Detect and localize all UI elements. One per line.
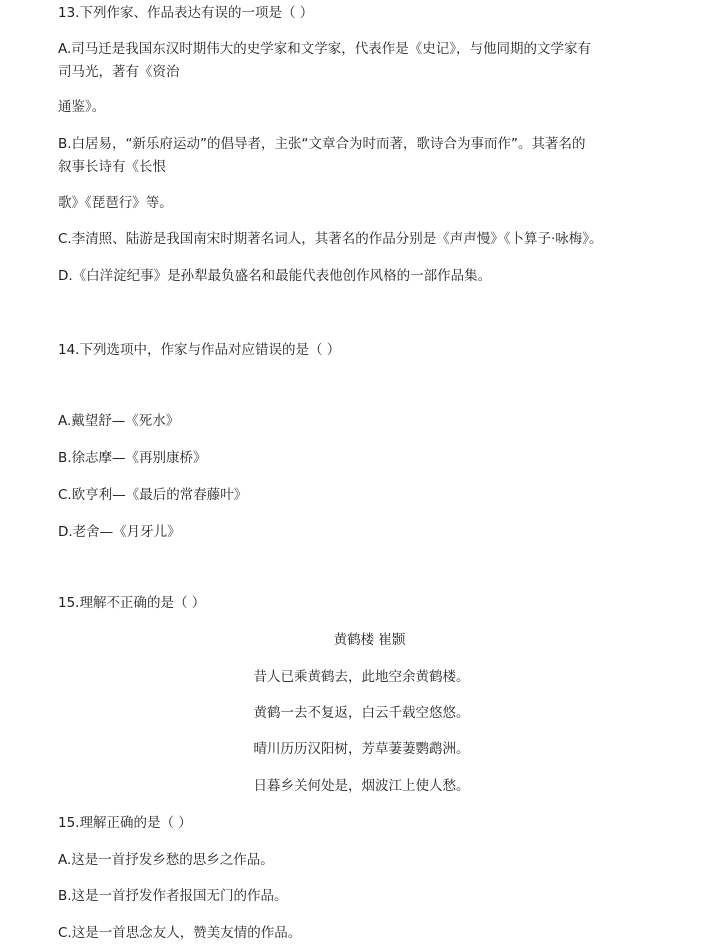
question-13-title: 13.下列作家、作品表达有误的一项是（ ）	[58, 5, 314, 21]
poem-line-4: 日暮乡关何处是，烟波江上使人愁。	[253, 778, 470, 794]
poem-line-2: 黄鹤一去不复返，白云千载空悠悠。	[253, 705, 470, 721]
question-15-correct-option-c: C.这是一首思念友人，赞美友情的作品。	[58, 925, 302, 941]
question-15-incorrect-title: 15.理解不正确的是（ ）	[58, 595, 206, 611]
poem-line-3: 晴川历历汉阳树，芳草萋萋鹦鹉洲。	[253, 741, 470, 757]
question-13-option-b-line-2: 叙事长诗有《长恨	[58, 159, 166, 175]
question-14-option-a: A.戴望舒—《死水》	[58, 413, 180, 429]
poem-title: 黄鹤楼 崔颢	[333, 632, 406, 648]
question-15-correct-option-b: B.这是一首抒发作者报国无门的作品。	[58, 888, 288, 904]
question-13-option-c: C.李清照、陆游是我国南宋时期著名词人，其著名的作品分别是《声声慢》《卜算子·咏梅》。	[58, 231, 603, 247]
question-13-option-a-line-2: 司马光，著有《资治	[58, 64, 180, 80]
question-14-option-d: D.老舍—《月牙儿》	[58, 524, 181, 540]
question-13-option-a-line-1: A.司马迁是我国东汉时期伟大的史学家和文学家，代表作是《史记》，与他同期的文学家有	[58, 41, 592, 57]
question-14-title: 14.下列选项中，作家与作品对应错误的是（ ）	[58, 342, 341, 358]
question-13-option-d: D.《白洋淀纪事》是孙犁最负盛名和最能代表他创作风格的一部作品集。	[58, 268, 492, 284]
poem-line-1: 昔人已乘黄鹤去，此地空余黄鹤楼。	[253, 669, 470, 685]
question-15-correct-title: 15.理解正确的是（ ）	[58, 815, 192, 831]
question-15-correct-option-a: A.这是一首抒发乡愁的思乡之作品。	[58, 852, 274, 868]
question-13-option-a-line-3: 通鉴》。	[58, 99, 106, 115]
question-14-option-b: B.徐志摩—《再别康桥》	[58, 450, 207, 466]
question-13-option-b-line-1: B.白居易，“新乐府运动”的倡导者，主张“文章合为时而著，歌诗合为事而作”。其著名的	[58, 136, 586, 152]
question-14-option-c: C.欧亨利—《最后的常春藤叶》	[58, 487, 248, 503]
question-13-option-b-line-3: 歌》《琵琶行》等。	[58, 195, 173, 211]
